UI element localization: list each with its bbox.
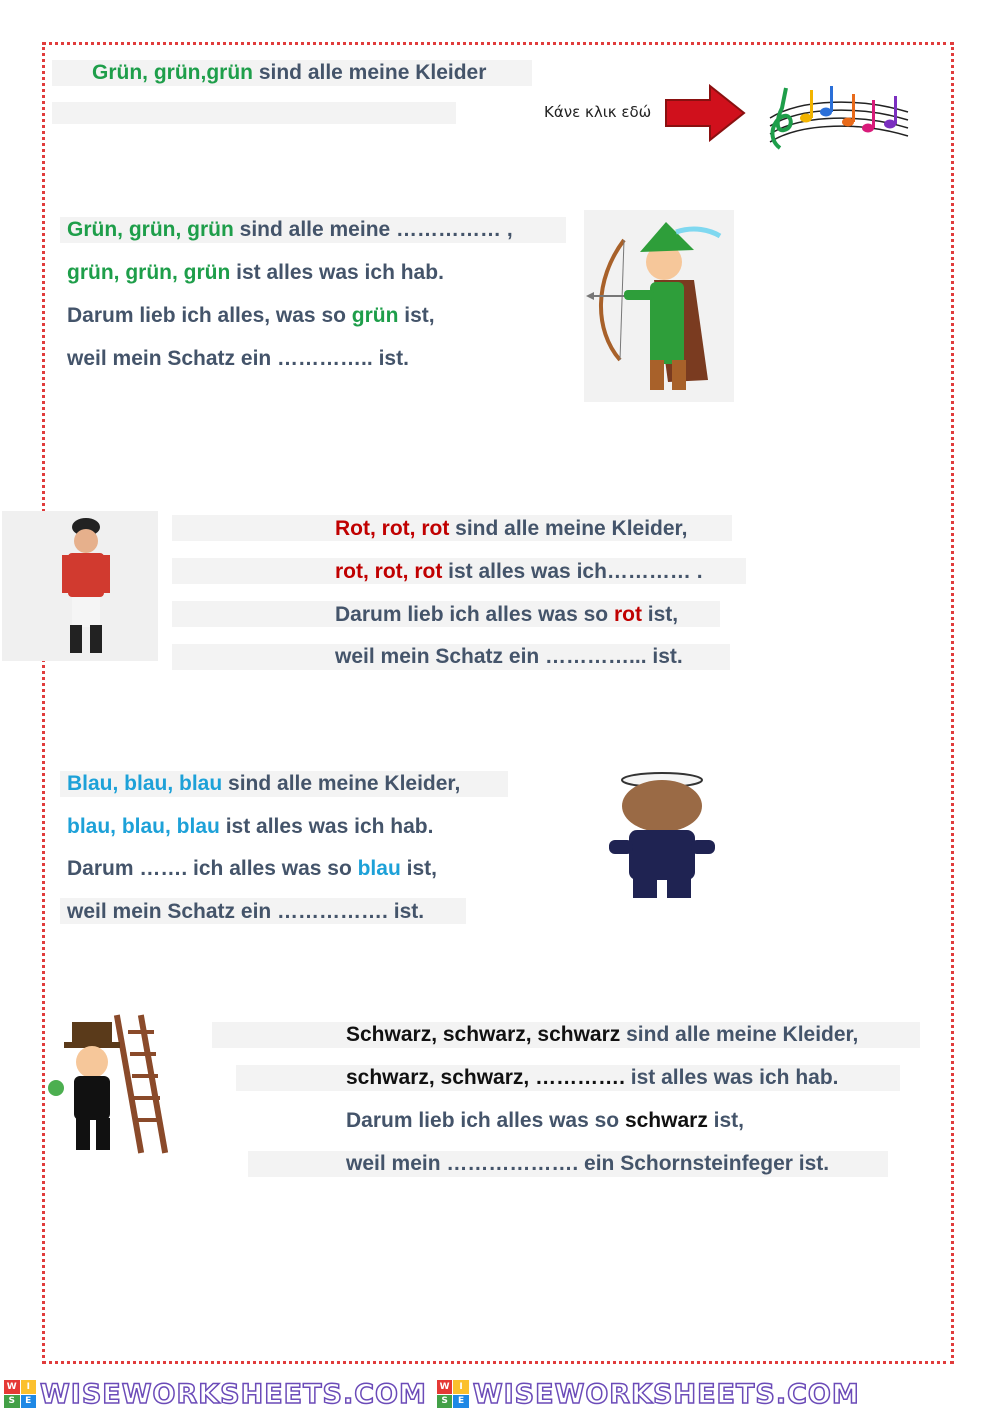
red-verse-color-word: Rot, rot, rot [335, 517, 450, 540]
red-verse-text: ist, [641, 603, 679, 626]
archer-illustration [584, 210, 734, 402]
footer-brand-1 [4, 1379, 427, 1410]
black-verse-text: ist, [707, 1109, 745, 1132]
green-verse-text: sind alle meine …………… , [233, 218, 513, 241]
red-verse-text: ist alles was ich………… . [442, 560, 703, 583]
blue-verse-text: ist alles was ich hab. [219, 815, 434, 838]
red-verse-line-3 [335, 602, 678, 628]
blue-verse-text: Darum ……. ich alles was so [67, 857, 358, 880]
black-verse-line-3 [346, 1108, 744, 1134]
green-verse-line-4: weil mein Schatz ein ………….. ist. [67, 347, 409, 370]
song-title [92, 60, 486, 86]
badge-letter: S [437, 1395, 453, 1409]
title-blank-bar [52, 102, 456, 124]
red-verse-line-2 [335, 559, 703, 585]
badge-letter: W [437, 1380, 453, 1394]
badge-letter: E [21, 1395, 37, 1409]
red-verse-line-4: weil mein Schatz ein …………... ist. [335, 645, 683, 668]
green-verse-text: ist alles was ich hab. [230, 261, 444, 284]
black-verse-line-4: weil mein ………………. ein Schornsteinfeger ist. [346, 1152, 830, 1175]
green-verse-text: ist, [398, 304, 435, 327]
brand-badge-icon [4, 1380, 36, 1408]
green-verse-line-3 [67, 303, 435, 329]
black-verse-color-word: schwarz [624, 1109, 708, 1132]
blue-verse-color-word: blau, blau, blau [67, 815, 220, 838]
badge-letter: S [4, 1395, 20, 1409]
blue-verse-line-3 [67, 856, 437, 882]
title-green: Grün, grün,grün [92, 61, 253, 84]
sailor-illustration [603, 770, 721, 902]
badge-letter: E [453, 1395, 469, 1409]
black-verse-text: Darum lieb ich alles was so [346, 1109, 625, 1132]
red-verse-color-word: rot [613, 603, 642, 626]
blue-verse-line-1 [67, 771, 460, 797]
blue-verse-color-word: blau [357, 857, 401, 880]
black-verse-text: sind alle meine Kleider, [620, 1023, 859, 1046]
badge-letter: I [453, 1380, 469, 1394]
red-verse-text: Darum lieb ich alles was so [335, 603, 614, 626]
blue-verse-color-word: Blau, blau, blau [67, 772, 223, 795]
blue-verse-line-4: weil mein Schatz ein ……………. ist. [67, 900, 425, 923]
blue-verse-text: sind alle meine Kleider, [222, 772, 461, 795]
footer-branding [0, 1375, 1000, 1413]
green-verse-line-1 [67, 217, 513, 243]
badge-letter: I [21, 1380, 37, 1394]
green-verse-line-2 [67, 260, 444, 286]
black-verse-text: ist alles was ich hab. [624, 1066, 839, 1089]
red-verse-line-1 [335, 516, 687, 542]
black-verse-line-1 [346, 1022, 858, 1048]
badge-letter: W [4, 1380, 20, 1394]
red-arrow-icon[interactable] [664, 84, 746, 142]
music-notes-icon[interactable] [762, 78, 912, 154]
footer-brand-2 [437, 1379, 860, 1410]
black-verse-color-word: schwarz, schwarz, …………. [346, 1066, 625, 1089]
brand-text: WISEWORKSHEETS.COM [472, 1378, 860, 1410]
green-verse-color-word: Grün, grün, grün [67, 218, 234, 241]
rider-illustration [2, 511, 158, 661]
green-verse-color-word: grün, grün, grün [67, 261, 231, 284]
title-rest: sind alle meine Kleider [252, 61, 487, 84]
green-verse-text: Darum lieb ich alles, was so [67, 304, 352, 327]
chimney-sweep-illustration [46, 1010, 170, 1168]
brand-text: WISEWORKSHEETS.COM [40, 1378, 427, 1410]
brand-badge-icon [437, 1380, 469, 1408]
blue-verse-text: ist, [400, 857, 437, 880]
blue-verse-line-2 [67, 814, 433, 840]
click-here-label[interactable]: Κάνε κλικ εδώ [544, 103, 652, 121]
red-verse-color-word: rot, rot, rot [335, 560, 443, 583]
red-verse-text: sind alle meine Kleider, [449, 517, 688, 540]
black-verse-color-word: Schwarz, schwarz, schwarz [346, 1023, 621, 1046]
green-verse-color-word: grün [351, 304, 399, 327]
black-verse-line-2 [346, 1065, 839, 1091]
